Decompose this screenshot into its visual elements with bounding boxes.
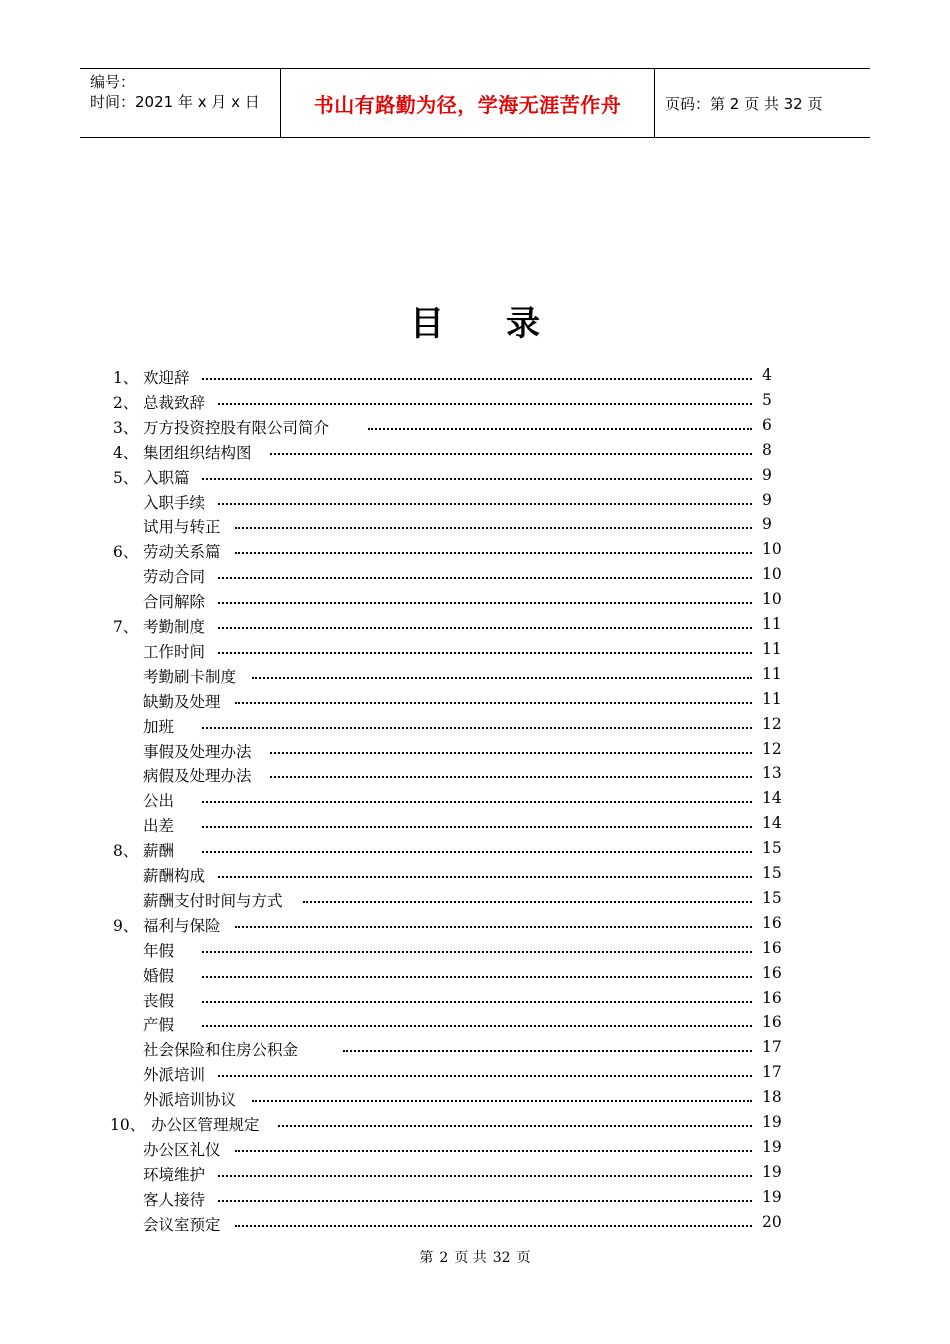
toc-entry[interactable] [0, 889, 950, 914]
toc-entry[interactable] [0, 366, 950, 391]
toc-entry-number: 5、 [113, 468, 139, 487]
toc-leader-dots [218, 876, 752, 878]
toc-entry-page-number: 19 [762, 1113, 782, 1131]
toc-leader-dots [218, 503, 752, 505]
toc-leader-dots [202, 478, 752, 480]
toc-entry-page-number: 9 [762, 515, 772, 534]
toc-entry[interactable] [0, 615, 950, 640]
toc-entry-number: 3、 [113, 418, 139, 437]
toc-leader-dots [270, 453, 752, 455]
toc-entry-page-number: 17 [762, 1038, 782, 1057]
toc-entry[interactable] [0, 914, 950, 939]
toc-entry[interactable] [0, 740, 950, 765]
toc-entry-title: 客人接待 [143, 1190, 206, 1209]
toc-entry-title: 事假及处理办法 [143, 742, 252, 761]
toc-entry-title: 入职篇 [143, 468, 190, 487]
page-title [0, 296, 950, 345]
title-part-1: 目 [410, 304, 444, 344]
toc-entry[interactable] [0, 1188, 950, 1213]
toc-entry[interactable] [0, 1163, 950, 1188]
toc-entry[interactable] [0, 939, 950, 964]
toc-entry-title: 会议室预定 [143, 1215, 221, 1234]
toc-entry[interactable] [0, 565, 950, 590]
toc-entry-page-number: 8 [762, 440, 772, 459]
toc-entry-page-number: 12 [762, 739, 782, 758]
toc-entry-page-number: 10 [762, 540, 782, 559]
toc-leader-dots [218, 1175, 752, 1177]
toc-entry-title: 薪酬 [143, 842, 175, 861]
toc-leader-dots [218, 403, 752, 405]
toc-entry[interactable] [0, 839, 950, 864]
toc-entry-title: 总裁致辞 [143, 393, 206, 412]
toc-entry-title: 集团组织结构图 [143, 443, 252, 462]
toc-entry-page-number: 19 [762, 1162, 782, 1181]
document-header [80, 68, 870, 138]
toc-entry[interactable] [0, 391, 950, 416]
toc-entry-number: 1、 [113, 369, 139, 387]
toc-leader-dots [343, 1050, 752, 1052]
document-number-label: 编号： [90, 73, 136, 91]
toc-entry[interactable] [0, 764, 950, 789]
toc-leader-dots [270, 776, 752, 778]
toc-entry-page-number: 11 [762, 664, 782, 683]
toc-entry-title: 薪酬支付时间与方式 [143, 891, 283, 910]
footer-mid: 页 共 [454, 1250, 487, 1266]
toc-leader-dots [218, 602, 752, 604]
toc-leader-dots [218, 1075, 752, 1077]
toc-entry-title: 病假及处理办法 [143, 767, 252, 786]
toc-entry-title: 欢迎辞 [143, 369, 190, 387]
toc-entry[interactable] [0, 1113, 950, 1138]
toc-entry-page-number: 16 [762, 988, 782, 1007]
footer-prefix: 第 [419, 1250, 434, 1266]
toc-leader-dots [278, 1125, 752, 1127]
toc-entry-page-number: 10 [762, 565, 782, 584]
toc-leader-dots [235, 1150, 752, 1152]
toc-entry[interactable] [0, 789, 950, 814]
toc-leader-dots [218, 627, 752, 629]
header-page-cell [655, 69, 870, 137]
toc-entry[interactable] [0, 715, 950, 740]
toc-leader-dots [202, 1001, 752, 1003]
toc-entry[interactable] [0, 1138, 950, 1163]
toc-entry-number: 9、 [113, 916, 139, 935]
toc-leader-dots [202, 378, 752, 380]
toc-entry-page-number: 15 [762, 888, 782, 907]
toc-leader-dots [202, 727, 752, 729]
toc-leader-dots [368, 428, 752, 430]
toc-entry-page-number: 10 [762, 590, 782, 609]
toc-entry-number: 4、 [113, 443, 139, 462]
header-motto: 书山有路勤为径，学海无涯苦作舟 [313, 92, 622, 117]
toc-entry-page-number: 16 [762, 938, 782, 957]
toc-entry-title: 试用与转正 [143, 518, 221, 537]
toc-entry-title: 丧假 [143, 991, 175, 1010]
title-part-2: 录 [506, 304, 540, 344]
toc-entry-number: 2、 [113, 393, 139, 412]
toc-leader-dots [202, 826, 752, 828]
toc-entry-title: 考勤制度 [143, 618, 206, 636]
toc-leader-dots [252, 677, 752, 679]
toc-leader-dots [235, 527, 752, 529]
toc-entry-page-number: 16 [762, 1013, 782, 1032]
toc-entry[interactable] [0, 665, 950, 690]
toc-entry[interactable] [0, 1213, 950, 1238]
header-motto-cell [281, 69, 655, 137]
toc-entry[interactable] [0, 416, 950, 441]
toc-entry-title: 劳动关系篇 [143, 543, 221, 562]
toc-entry-page-number: 15 [762, 864, 782, 882]
footer-page-number: 2 [439, 1250, 449, 1266]
toc-entry-number: 6、 [113, 543, 139, 562]
toc-entry[interactable] [0, 1088, 950, 1113]
toc-entry[interactable] [0, 864, 950, 889]
toc-leader-dots [270, 752, 752, 754]
toc-entry[interactable] [0, 441, 950, 466]
toc-entry-title: 考勤刷卡制度 [143, 667, 237, 686]
toc-entry[interactable] [0, 964, 950, 989]
toc-entry-title: 福利与保险 [143, 916, 221, 935]
toc-leader-dots [235, 1225, 752, 1227]
toc-entry-page-number: 14 [762, 814, 782, 833]
toc-entry-title: 工作时间 [143, 642, 206, 661]
toc-entry-page-number: 13 [762, 764, 782, 783]
toc-entry-number: 8、 [113, 842, 139, 861]
toc-entry[interactable] [0, 690, 950, 715]
toc-entry[interactable] [0, 540, 950, 565]
toc-entry-page-number: 18 [762, 1088, 782, 1107]
toc-leader-dots [218, 1200, 752, 1202]
toc-entry-page-number: 5 [762, 390, 772, 409]
toc-entry-page-number: 19 [762, 1187, 782, 1206]
toc-entry-title: 劳动合同 [143, 568, 206, 587]
toc-entry-page-number: 12 [762, 714, 782, 733]
toc-entry-page-number: 20 [762, 1212, 782, 1231]
toc-entry-page-number: 14 [762, 789, 782, 808]
toc-entry-title: 婚假 [143, 966, 175, 985]
toc-entry-title: 产假 [143, 1016, 175, 1035]
toc-leader-dots [202, 801, 752, 803]
toc-entry[interactable] [0, 1063, 950, 1088]
header-page-info: 页码：第 2 页 共 32 页 [665, 94, 823, 113]
toc-entry[interactable] [0, 590, 950, 615]
toc-entry[interactable] [0, 515, 950, 540]
toc-entry-title: 环境维护 [143, 1165, 206, 1184]
toc-leader-dots [218, 652, 752, 654]
toc-entry-page-number: 4 [762, 366, 772, 384]
toc-entry-title: 办公区礼仪 [143, 1140, 221, 1159]
toc-leader-dots [235, 552, 752, 554]
toc-entry-title: 薪酬构成 [143, 867, 206, 885]
toc-leader-dots [202, 1025, 752, 1027]
toc-entry-title: 缺勤及处理 [143, 692, 221, 711]
document-time-label: 时间：2021 年 x 月 x 日 [90, 93, 260, 111]
toc-entry-title: 社会保险和住房公积金 [143, 1041, 299, 1060]
toc-entry-page-number: 16 [762, 963, 782, 982]
toc-entry-page-number: 11 [762, 615, 782, 633]
toc-entry-page-number: 9 [762, 490, 772, 509]
toc-entry-page-number: 15 [762, 839, 782, 858]
toc-entry-page-number: 11 [762, 689, 782, 708]
toc-entry-title: 外派培训 [143, 1066, 206, 1085]
toc-leader-dots [202, 976, 752, 978]
toc-entry-page-number: 6 [762, 415, 772, 434]
toc-entry[interactable] [0, 640, 950, 665]
footer-total-pages: 32 [492, 1250, 511, 1266]
toc-leader-dots [252, 1100, 752, 1102]
toc-entry[interactable] [0, 466, 950, 491]
header-meta-cell [80, 69, 281, 137]
toc-entry-title: 入职手续 [143, 493, 206, 512]
toc-leader-dots [202, 951, 752, 953]
toc-entry[interactable] [0, 814, 950, 839]
footer-suffix: 页 [516, 1250, 531, 1266]
toc-entry-title: 年假 [143, 941, 175, 960]
toc-entry-number: 10、 [110, 1116, 146, 1134]
toc-entry-title: 出差 [143, 817, 175, 836]
toc-entry[interactable] [0, 1013, 950, 1038]
toc-entry-title: 万方投资控股有限公司简介 [143, 418, 330, 437]
toc-leader-dots [218, 577, 752, 579]
toc-entry-page-number: 17 [762, 1063, 782, 1082]
page-footer [0, 1247, 950, 1267]
toc-leader-dots [303, 901, 752, 903]
toc-entry-title: 公出 [143, 792, 175, 811]
toc-entry-title: 办公区管理规定 [151, 1116, 260, 1134]
toc-leader-dots [202, 851, 752, 853]
toc-entry-page-number: 16 [762, 913, 782, 932]
toc-entry-number: 7、 [113, 618, 139, 636]
toc-entry[interactable] [0, 1038, 950, 1063]
toc-entry-title: 加班 [143, 717, 175, 736]
toc-entry-title: 合同解除 [143, 593, 206, 612]
toc-entry[interactable] [0, 491, 950, 516]
toc-entry-page-number: 11 [762, 639, 782, 658]
toc-entry[interactable] [0, 989, 950, 1014]
toc-entry-title: 外派培训协议 [143, 1091, 237, 1110]
toc-leader-dots [235, 926, 752, 928]
toc-entry-page-number: 9 [762, 465, 772, 484]
toc-leader-dots [235, 702, 752, 704]
toc-entry-page-number: 19 [762, 1137, 782, 1156]
